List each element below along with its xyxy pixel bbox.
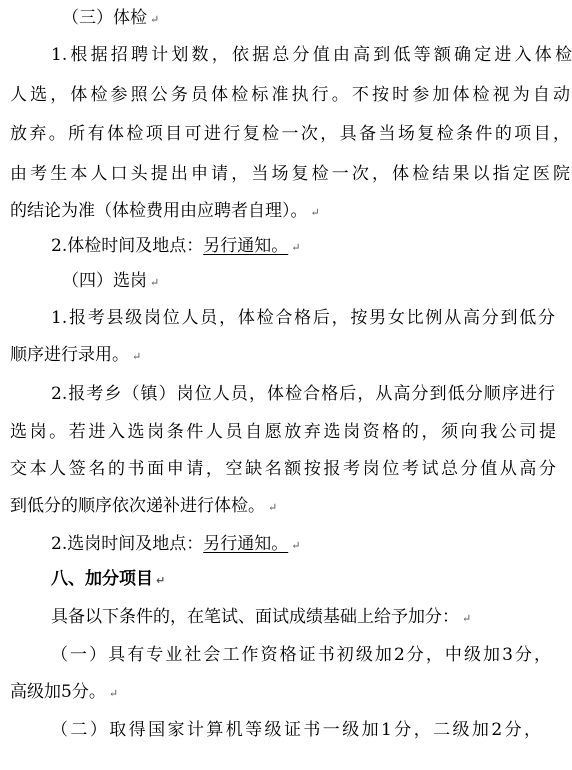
paragraph-line: 顺序进行录用。 ↵ [10, 345, 142, 365]
paragraph-line: 交本人签名的书面申请，空缺名额按报考岗位考试总分值从高分 [10, 459, 556, 479]
paragraph-line: 2.报考乡（镇）岗位人员，体检合格后，从高分到低分顺序进行 [51, 384, 555, 404]
paragraph-line: （二）取得国家计算机等级证书一级加1分，二级加2分， [51, 720, 541, 740]
paragraph-mark-icon: ↵ [150, 13, 160, 26]
paragraph-line: （一）具有专业社会工作资格证书初级加2分，中级加3分， [51, 645, 551, 665]
paragraph-mark-icon: ↵ [268, 501, 278, 514]
exam-time-location: 2.体检时间及地点：另行通知。 ↵ [51, 236, 301, 256]
paragraph-line: 1.报考县级岗位人员，体检合格后，按男女比例从高分到低分 [51, 308, 555, 328]
paragraph-line: 的结论为准（体检费用由应聘者自理）。 ↵ [10, 201, 320, 221]
selection-time-location: 2.选岗时间及地点：另行通知。 ↵ [51, 534, 301, 554]
paragraph-mark-icon: ↵ [150, 276, 160, 289]
paragraph-line: 人选，体检参照公务员体检标准执行。不按时参加体检视为自动 [10, 85, 570, 105]
paragraph-line: 具备以下条件的，在笔试、面试成绩基础上给予加分： ↵ [51, 607, 472, 627]
paragraph-line: 由考生本人口头提出申请，当场复检一次，体检结果以指定医院 [10, 164, 570, 184]
paragraph-mark-icon: ↵ [291, 539, 301, 552]
section-heading-bonus-points: 八、加分项目 ↵ [51, 569, 166, 589]
underlined-notice: 另行通知。 [203, 236, 289, 256]
paragraph-mark-icon: ↵ [108, 687, 119, 700]
paragraph-line: 放弃。所有体检项目可进行复检一次，具备当场复检条件的项目， [10, 124, 570, 144]
paragraph-mark-icon: ↵ [462, 612, 472, 625]
paragraph-mark-icon: ↵ [310, 206, 320, 219]
paragraph-line: 高级加5分。 ↵ [10, 682, 119, 702]
section-heading-physical-exam [0, 8, 572, 30]
paragraph-mark-icon: ↵ [132, 350, 142, 363]
heading-text: （三）体检 [62, 8, 147, 28]
section-heading-job-selection: （四）选岗 ↵ [62, 271, 160, 291]
paragraph-mark-icon: ↵ [156, 574, 166, 587]
paragraph-line: 选岗。若进入选岗条件人员自愿放弃选岗资格的，须向我公司提 [10, 422, 556, 442]
paragraph-mark-icon: ↵ [291, 241, 301, 254]
paragraph-line: 1.根据招聘计划数，依据总分值由高到低等额确定进入体检 [51, 45, 572, 65]
paragraph-line: 到低分的顺序依次递补进行体检。 ↵ [10, 496, 278, 516]
underlined-notice: 另行通知。 [203, 534, 289, 554]
